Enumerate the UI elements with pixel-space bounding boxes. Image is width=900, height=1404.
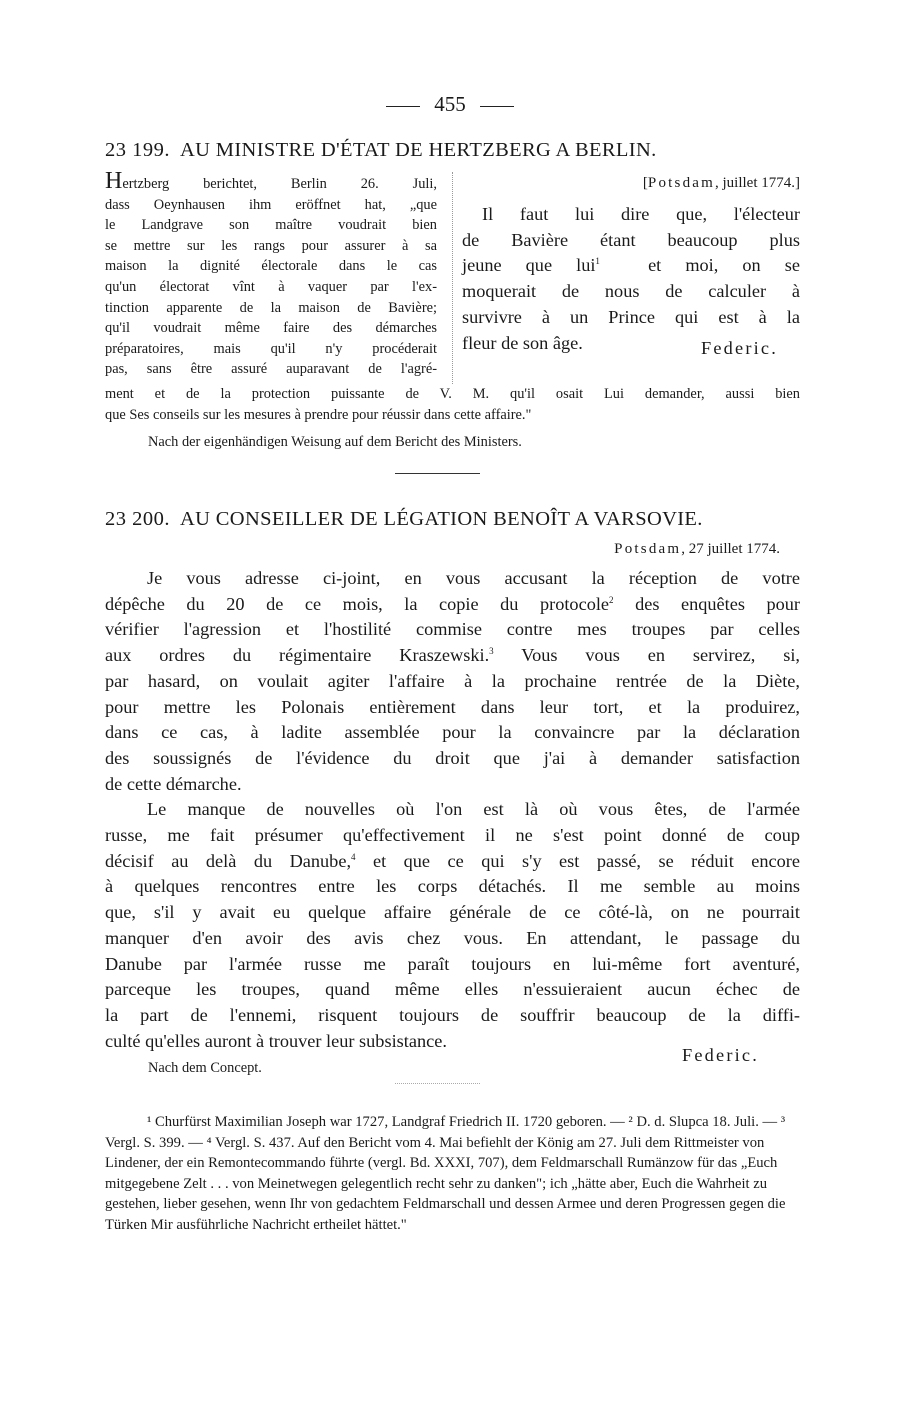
footnote-ref-2: 2 <box>609 594 614 605</box>
body-line: Danube par l'armée russe me paraît toujours en lui-même fort aventuré, <box>105 953 800 974</box>
reply-line: survivre à un Prince qui est à la <box>462 306 800 327</box>
body-line: russe, me fait présumer qu'effectivement il ne s'est point donné de coup <box>105 825 800 846</box>
column-separator <box>452 172 453 384</box>
letter2-place: Potsdam <box>614 541 682 557</box>
footnote-ref-3: 3 <box>489 646 494 657</box>
summary-line: pas, sans être assuré auparavant de l'agré- <box>105 361 437 378</box>
footnote-ref-1: 1 <box>595 256 600 267</box>
summary-line: ment et de la protection puissante de V. M. qu'il osait Lui demander, aussi bien <box>105 386 800 402</box>
summary-line: se mettre sur les rangs pour assurer à sa <box>105 237 437 254</box>
body-line: dans ce cas, à ladite assemblée pour la convaincre par la déclaration <box>105 722 800 743</box>
summary-line: le Landgrave son maître voudrait bien <box>105 217 437 234</box>
summary-line: maison la dignité électorale dans le cas <box>105 258 437 275</box>
letter1-heading <box>105 136 805 164</box>
body-line: dépêche du 20 de ce mois, la copie du protocole$^2$ des enquêtes pour <box>105 593 800 614</box>
body-line: pour mettre les Polonais entièrement dans leur tort, et la produirez, <box>105 696 800 717</box>
reply-line: Il faut lui dire que, l'électeur <box>482 204 800 224</box>
page-number-dash-right <box>480 106 514 107</box>
letter1-summary <box>105 168 437 380</box>
body-line: Je vous adresse ci-joint, en vous accusant la réception de votre <box>147 568 800 588</box>
section-divider <box>395 473 480 474</box>
letter2-body <box>105 566 800 1054</box>
summary-line: tinction apparente de la maison de Bavière; <box>105 299 437 316</box>
letter1-summary-continuation <box>105 384 800 425</box>
footnote-ref-4: 4 <box>351 851 356 862</box>
letter1-source: Nach der eigenhändigen Weisung auf dem Bericht des Ministers. <box>148 434 522 450</box>
footnote-line: ¹ Churfürst Maximilian Joseph war 1727, Landgraf Friedrich II. 1720 geboren. <box>147 1114 607 1130</box>
page-number-dash-left <box>386 106 420 107</box>
summary-line: dass Oeynhausen ihm eröffnet hat, „que <box>105 196 437 213</box>
body-line: parceque les troupes, quand même elles n'essuieraient aucun échec de <box>105 979 800 1000</box>
body-line: culté qu'elles auront à trouver leur subsistance. <box>105 1030 447 1051</box>
body-line: décisif au delà du Danube,$^4$ et que ce qui s'y est passé, se réduit encore <box>105 850 800 871</box>
letter1-number: 23 199. <box>105 139 170 161</box>
body-line: aux ordres du régimentaire Kraszewski.$^3$ Vous vous en servirez, si, <box>105 645 800 666</box>
footnote-divider <box>395 1083 480 1084</box>
summary-line: que Ses conseils sur les mesures à prendre pour réussir dans cette affaire." <box>105 406 532 423</box>
page-number <box>0 90 900 118</box>
letter1-signature: Federic. <box>701 337 778 358</box>
footnote-line: danken"; ich „hätte aber, Euch die Wahrheit zu gestehen, lieber gesehen, wenn Ihr <box>105 1175 768 1213</box>
letter1-place: Potsdam <box>647 175 715 191</box>
summary-line: qu'il voudrait même faire des démarches <box>105 320 437 337</box>
body-line: par hasard, on voulait agiter l'affaire à la prochaine rentrée de la Diète, <box>105 670 800 691</box>
footnote-line: von gedachtem Feldmarschall und dessen Armee und deren Progressen gegen die <box>310 1196 786 1213</box>
page-number-text: 455 <box>434 92 466 116</box>
letter2-number: 23 200. <box>105 508 170 530</box>
body-line: à quelques rencontres entre les corps détachés. Il me semble au moins <box>105 876 800 897</box>
letter1-dateline: [Potsdam, juillet 1774.] <box>642 175 800 191</box>
reply-line: moquerait de nous de calculer à <box>462 281 800 302</box>
body-line: la part de l'ennemi, risquent toujours de souffrir beaucoup de la diffi- <box>105 1004 800 1025</box>
body-line: vérifier l'agression et l'hostilité commise contre mes troupes par celles <box>105 619 800 640</box>
letter2-date: , 27 juillet 1774. <box>681 541 780 557</box>
footnote-line: für das „Euch mitgegebene Zelt . . . von Meinetwegen gelegentlich recht sehr zu <box>105 1155 778 1192</box>
letter1-title: AU MINISTRE D'ÉTAT DE HERTZBERG A BERLIN. <box>180 139 657 161</box>
footnote-line: vom 4. Mai befiehlt der König am 27. Juli dem Rittmeister von Lindener, der ein <box>105 1134 765 1172</box>
summary-dropcap: H <box>105 168 123 194</box>
letter2-title: AU CONSEILLER DE LÉGATION BENOÎT A VARSOVIE. <box>180 508 703 530</box>
body-line: manquer d'en avoir des avis chez vous. En attendant, le passage du <box>105 927 800 948</box>
letter1-reply <box>462 172 800 361</box>
body-line: que, s'il y avait eu quelque affaire générale de ce côté-là, on ne pourrait <box>105 902 800 923</box>
body-line: Le manque de nouvelles où l'on est là où vous êtes, de l'armée <box>147 799 800 820</box>
reply-line: fleur de son âge. Federic. <box>462 331 800 357</box>
letter2-signature: Federic. <box>682 1045 759 1065</box>
footnote-line: — ² D. d. Slupca 18. Juli. — ³ Vergl. S. 399. — ⁴ Vergl. S. 437. Auf den Bericht <box>105 1114 786 1151</box>
footnote-line: Türken Mir ausführliche Nachricht ertheilet hättet." <box>105 1216 407 1233</box>
letter2-source: Nach dem Concept. <box>148 1060 262 1076</box>
letter2-dateline <box>440 538 780 560</box>
letter2-heading <box>105 505 805 533</box>
letter1-date: , juillet 1774.] <box>715 175 800 191</box>
body-line: des soussignés de l'évidence du droit que j'ai à demander satisfaction <box>105 747 800 768</box>
footnotes <box>105 1112 800 1236</box>
footnote-line: Remontecommando führte (vergl. Bd. XXXI, 707), dem Feldmarschall Rumänzow <box>208 1155 694 1172</box>
body-line: de cette démarche. <box>105 773 242 794</box>
summary-line: qu'un électorat vînt à vaquer par l'ex- <box>105 278 437 295</box>
summary-line: préparatoires, mais qu'il n'y procéderait <box>105 340 437 357</box>
reply-line: jeune que lui$^1$ et moi, on se <box>462 255 800 276</box>
summary-line: Hertzberg berichtet, Berlin 26. Juli, <box>105 168 437 194</box>
reply-line: de Bavière étant beaucoup plus <box>462 229 800 250</box>
